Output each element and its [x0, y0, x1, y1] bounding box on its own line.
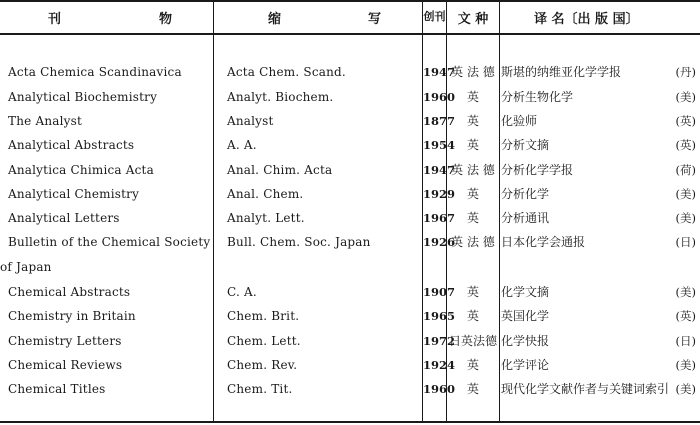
column-divider	[499, 0, 500, 422]
journal-title-continuation: of Japan	[0, 260, 52, 274]
journal-abbreviation: Analyt. Biochem.	[227, 90, 334, 104]
publisher-country: (美)	[675, 187, 696, 201]
header-abbrev-char: 缩	[268, 12, 282, 27]
header-abbrev	[268, 8, 381, 27]
journal-title: Analytical Biochemistry	[8, 90, 158, 104]
founded-year: 1924	[423, 358, 456, 372]
journal-title: Analytical Chemistry	[8, 187, 140, 201]
header-founded: 创刊	[423, 10, 446, 23]
publication-language: 英 法 德	[451, 163, 495, 177]
founded-year: 1972	[423, 334, 456, 348]
journal-abbreviation: Anal. Chim. Acta	[227, 163, 333, 177]
journal-title: Chemistry Letters	[8, 334, 122, 348]
journal-abbreviation: Acta Chem. Scand.	[227, 65, 346, 79]
chinese-title: 现代化学文献作者与关键词索引	[501, 382, 670, 396]
journal-abbreviation: Analyt. Lett.	[227, 211, 305, 225]
publication-language: 英	[466, 138, 479, 152]
header-translation: 译 名〔出 版 国〕	[534, 12, 639, 27]
header-language: 文 种	[457, 12, 489, 27]
chinese-title: 化学文摘	[501, 285, 550, 299]
journal-title: Acta Chemica Scandinavica	[8, 65, 182, 79]
journal-abbreviation: Chem. Brit.	[227, 309, 300, 323]
publication-language: 英	[466, 309, 479, 323]
chinese-title: 斯堪的纳维亚化学学报	[501, 65, 622, 79]
chinese-title: 日本化学会通报	[501, 235, 586, 249]
journal-title: Analytical Abstracts	[8, 138, 135, 152]
founded-year: 1960	[423, 382, 456, 396]
journal-abbreviation: Chem. Rev.	[227, 358, 298, 372]
publication-language: 英	[466, 358, 479, 372]
founded-year: 1929	[423, 187, 456, 201]
publication-language: 英	[466, 90, 479, 104]
chinese-title: 化学快报	[501, 334, 550, 348]
founded-year: 1947	[423, 163, 456, 177]
journal-abbreviation: Bull. Chem. Soc. Japan	[227, 235, 371, 249]
journal-title: Analytical Letters	[8, 211, 120, 225]
journal-abbreviation: Analyst	[227, 114, 274, 128]
header-journal	[48, 8, 172, 27]
publisher-country: (美)	[675, 382, 696, 396]
chinese-title: 分析通讯	[501, 211, 550, 225]
publisher-country: (美)	[675, 358, 696, 372]
bottom-rule	[0, 421, 700, 423]
journal-abbreviation: Chem. Tit.	[227, 382, 293, 396]
publisher-country: (英)	[675, 309, 696, 323]
publication-language: 英	[466, 114, 479, 128]
journal-title: Bulletin of the Chemical Society	[8, 235, 211, 249]
founded-year: 1907	[423, 285, 456, 299]
journal-abbreviation: A. A.	[227, 138, 257, 152]
publisher-country: (日)	[675, 334, 696, 348]
chinese-title: 分析生物化学	[501, 90, 574, 104]
publisher-country: (英)	[675, 114, 696, 128]
journal-abbreviation: C. A.	[227, 285, 257, 299]
header-journal-char: 物	[158, 12, 172, 27]
publication-language: 英 法 德	[451, 65, 495, 79]
publication-language: 英	[466, 211, 479, 225]
publication-language: 英 法 德	[451, 235, 495, 249]
chinese-title: 分析化学	[501, 187, 550, 201]
chinese-title: 英国化学	[501, 309, 550, 323]
founded-year: 1877	[423, 114, 456, 128]
founded-year: 1960	[423, 90, 456, 104]
publisher-country: (美)	[675, 285, 696, 299]
journal-title: Analytica Chimica Acta	[8, 163, 154, 177]
chinese-title: 化验师	[501, 114, 538, 128]
founded-year: 1947	[423, 65, 456, 79]
column-divider	[213, 0, 214, 422]
chinese-title: 分析化学学报	[501, 163, 574, 177]
founded-year: 1954	[423, 138, 456, 152]
publisher-country: (丹)	[675, 65, 696, 79]
founded-year: 1965	[423, 309, 456, 323]
header-rule	[0, 33, 700, 35]
journal-title: Chemistry in Britain	[8, 309, 136, 323]
header-journal-char: 刊	[48, 12, 62, 27]
publication-language: 英	[466, 285, 479, 299]
publisher-country: (荷)	[675, 163, 696, 177]
publication-language: 英	[466, 382, 479, 396]
top-rule	[0, 0, 700, 2]
founded-year: 1967	[423, 211, 456, 225]
publisher-country: (英)	[675, 138, 696, 152]
founded-year: 1926	[423, 235, 456, 249]
chinese-title: 分析文摘	[501, 138, 550, 152]
journal-title: The Analyst	[8, 114, 82, 128]
publisher-country: (美)	[675, 211, 696, 225]
chinese-title: 化学评论	[501, 358, 550, 372]
journal-abbreviation: Chem. Lett.	[227, 334, 301, 348]
journal-title: Chemical Titles	[8, 382, 106, 396]
journal-title: Chemical Abstracts	[8, 285, 131, 299]
publisher-country: (日)	[675, 235, 696, 249]
publication-language: 英	[466, 187, 479, 201]
journal-title: Chemical Reviews	[8, 358, 123, 372]
header-abbrev-char: 写	[367, 12, 381, 27]
journal-abbreviation: Anal. Chem.	[227, 187, 304, 201]
publication-language: 日英法德	[448, 334, 497, 348]
publisher-country: (美)	[675, 90, 696, 104]
